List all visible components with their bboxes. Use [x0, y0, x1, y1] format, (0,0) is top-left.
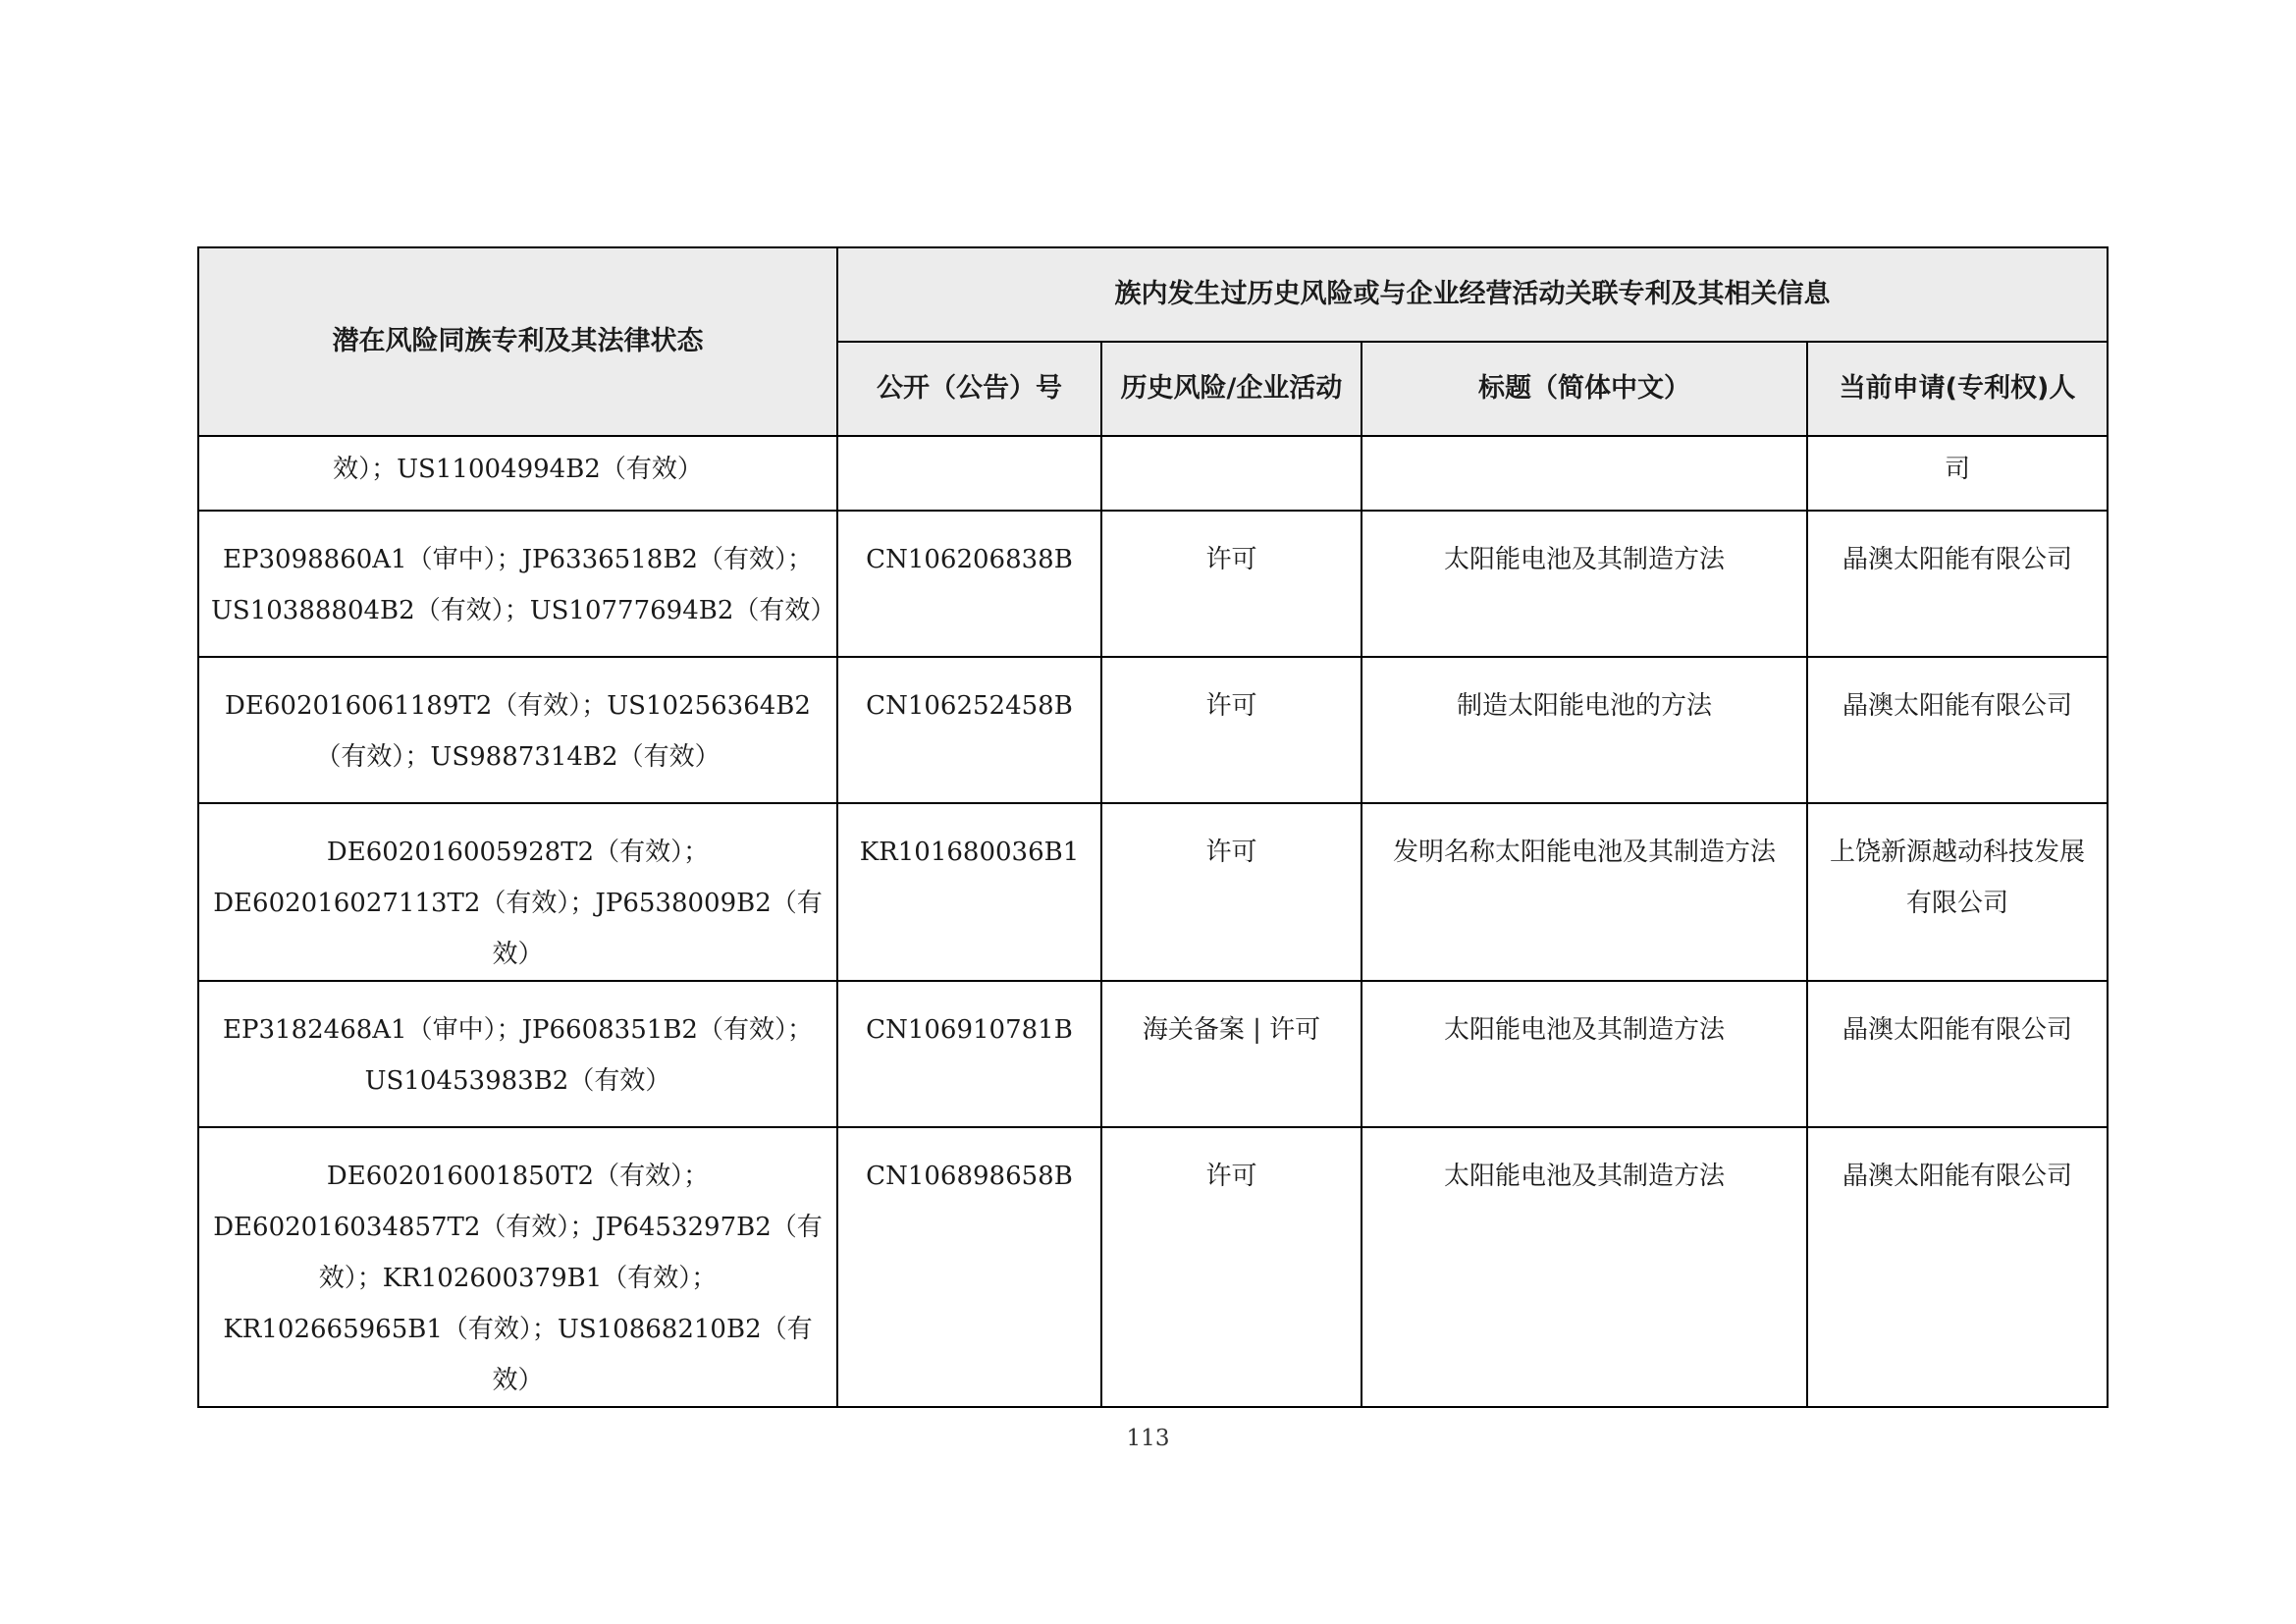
table-row — [198, 511, 2108, 657]
family-status-cell: DE602016061189T2（有效）；US10256364B2（有效）；US9887314B2（有效） — [198, 657, 837, 803]
applicant-cell: 晶澳太阳能有限公司 — [1807, 1127, 2108, 1407]
header-publication-number: 公开（公告）号 — [837, 342, 1101, 436]
applicant-cell: 司 — [1807, 436, 2108, 511]
risk-activity-cell — [1101, 436, 1362, 511]
risk-activity-cell: 许可 — [1101, 511, 1362, 657]
risk-activity-cell: 许可 — [1101, 803, 1362, 981]
publication-number-cell — [837, 436, 1101, 511]
risk-activity-cell: 许可 — [1101, 657, 1362, 803]
family-status-cell: DE602016001850T2（有效）；DE602016034857T2（有效）；JP6453297B2（有效）；KR102600379B1（有效）；KR102665965B1（有效）；US10868210B2（有效） — [198, 1127, 837, 1407]
applicant-cell: 晶澳太阳能有限公司 — [1807, 511, 2108, 657]
title-cell — [1362, 436, 1807, 511]
header-title: 标题（简体中文） — [1362, 342, 1807, 436]
header-risk-activity: 历史风险/企业活动 — [1101, 342, 1362, 436]
title-cell: 太阳能电池及其制造方法 — [1362, 981, 1807, 1127]
publication-number-cell: KR101680036B1 — [837, 803, 1101, 981]
title-cell: 发明名称太阳能电池及其制造方法 — [1362, 803, 1807, 981]
applicant-cell: 上饶新源越动科技发展有限公司 — [1807, 803, 2108, 981]
title-cell: 太阳能电池及其制造方法 — [1362, 1127, 1807, 1407]
header-family-patents: 潜在风险同族专利及其法律状态 — [198, 247, 837, 436]
family-status-cell: 效）；US11004994B2（有效） — [198, 436, 837, 511]
publication-number-cell: CN106898658B — [837, 1127, 1101, 1407]
risk-activity-cell: 许可 — [1101, 1127, 1362, 1407]
applicant-cell: 晶澳太阳能有限公司 — [1807, 657, 2108, 803]
patent-risk-table — [197, 246, 2109, 1408]
applicant-cell: 晶澳太阳能有限公司 — [1807, 981, 2108, 1127]
title-cell: 太阳能电池及其制造方法 — [1362, 511, 1807, 657]
publication-number-cell: CN106910781B — [837, 981, 1101, 1127]
table-row — [198, 1127, 2108, 1407]
header-related-patent-info: 族内发生过历史风险或与企业经营活动关联专利及其相关信息 — [837, 247, 2108, 342]
table-row — [198, 436, 2108, 511]
table-row — [198, 803, 2108, 981]
publication-number-cell: CN106206838B — [837, 511, 1101, 657]
table-row — [198, 981, 2108, 1127]
title-cell: 制造太阳能电池的方法 — [1362, 657, 1807, 803]
publication-number-cell: CN106252458B — [837, 657, 1101, 803]
header-applicant: 当前申请(专利权)人 — [1807, 342, 2108, 436]
family-status-cell: EP3182468A1（审中）；JP6608351B2（有效）；US10453983B2（有效） — [198, 981, 837, 1127]
page-number: 113 — [1126, 1426, 1170, 1451]
family-status-cell: DE602016005928T2（有效）；DE602016027113T2（有效）；JP6538009B2（有效） — [198, 803, 837, 981]
family-status-cell: EP3098860A1（审中）；JP6336518B2（有效）；US10388804B2（有效）；US10777694B2（有效） — [198, 511, 837, 657]
table-row — [198, 657, 2108, 803]
risk-activity-cell: 海关备案 | 许可 — [1101, 981, 1362, 1127]
